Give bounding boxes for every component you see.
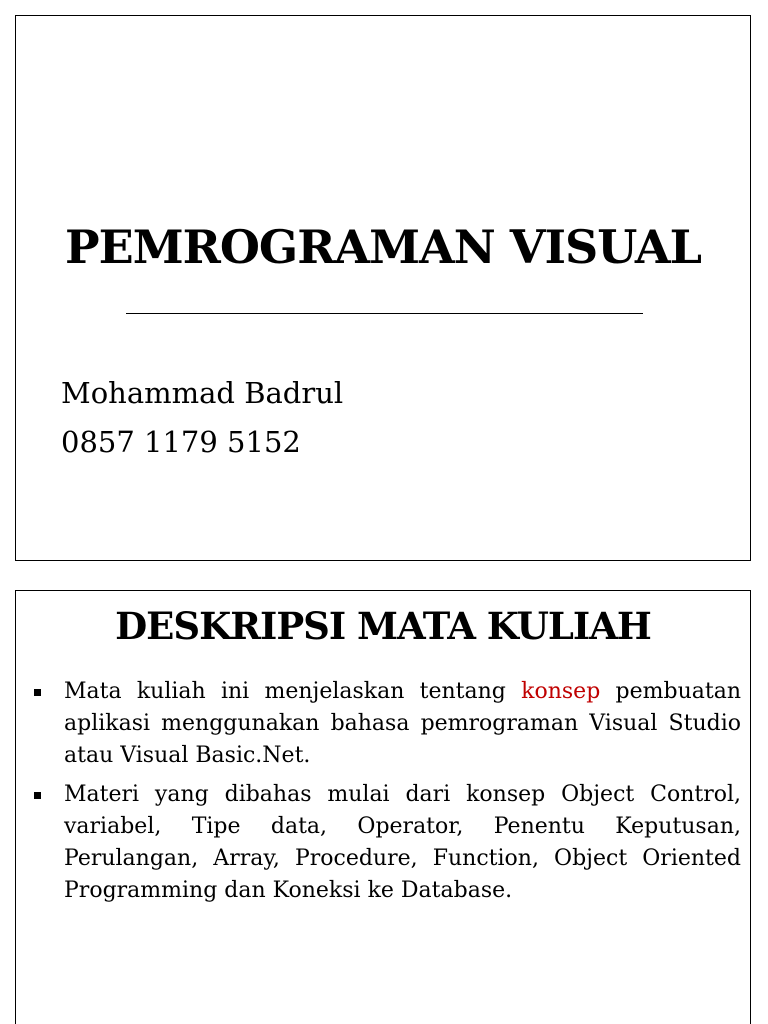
slide-title: PEMROGRAMAN VISUAL (65, 220, 701, 274)
bullet-text-after: pembuatan aplikasi menggunakan bahasa pemrograman Visual Studio atau Visual Basic.Net. (64, 679, 741, 768)
highlighted-term: konsep (521, 679, 601, 704)
title-slide (15, 15, 751, 561)
slide-title: DESKRIPSI MATA KULIAH (115, 604, 651, 648)
description-slide (15, 590, 751, 1024)
square-bullet-icon (34, 792, 41, 799)
bullet-item (34, 676, 741, 772)
author-name: Mohammad Badrul (61, 376, 344, 410)
title-divider (126, 313, 643, 314)
bullet-text: Materi yang dibahas mulai dari konsep Object Control, variabel, Tipe data, Operator, Penentu Keputusan, Perulangan, Array, Procedure, Function, Object Oriented Programming dan Koneksi ke Database. (64, 782, 741, 903)
bullet-item (34, 779, 741, 907)
bullet-list (34, 676, 741, 914)
bullet-text-before: Mata kuliah ini menjelaskan tentang (64, 679, 522, 704)
author-phone: 0857 1179 5152 (61, 425, 301, 459)
square-bullet-icon (34, 689, 41, 696)
